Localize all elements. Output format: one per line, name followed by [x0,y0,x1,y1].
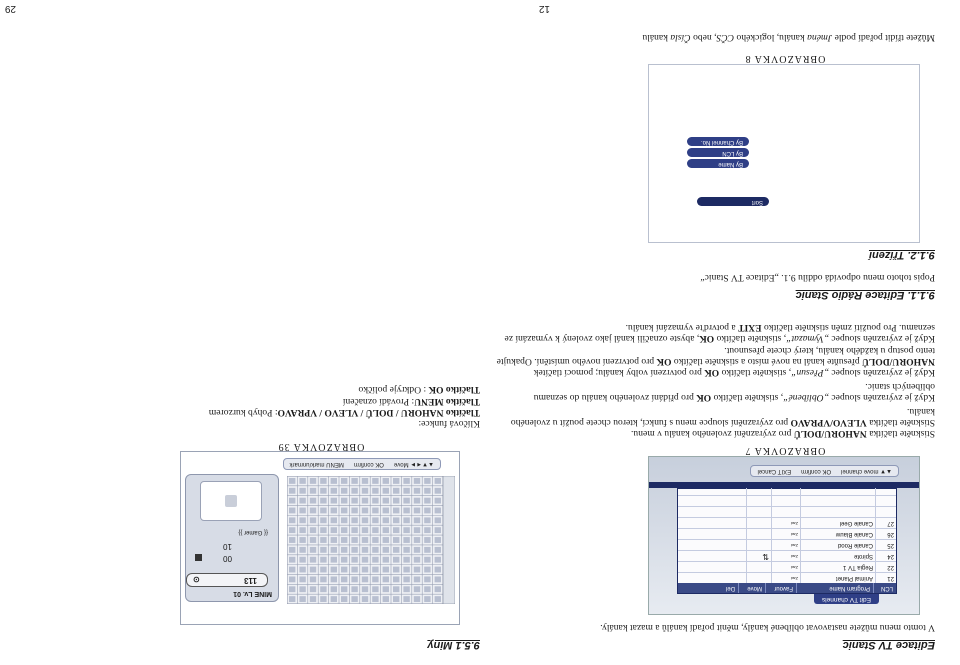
row-del [724,573,746,583]
mine-cell [341,596,347,602]
mine-cell [351,576,357,582]
screen-stripe [649,482,919,488]
channel-row [678,550,896,561]
section-title: Editace TV Stanic [842,639,935,651]
mine-cell [299,517,305,523]
hint-confirm: OK confirm [353,461,384,467]
mine-cell [310,517,316,523]
mine-cell [424,586,430,592]
row-del [724,551,746,561]
channel-list [677,488,897,594]
mine-cell [403,586,409,592]
page-number-right: 29 [4,3,16,14]
mine-cell [403,527,409,533]
row-lcn: 24 [875,551,896,561]
mine-cell [331,527,337,533]
mine-cell [341,557,347,563]
mine-cell [362,478,368,484]
col-delete: Del [725,585,735,591]
left-page [480,0,960,665]
mine-cell [320,488,326,494]
mine-cell [320,576,326,582]
page-number-left: 12 [538,3,550,14]
mine-cell [414,508,420,514]
hint-move: ▲▼◄► Move [393,461,434,467]
mine-cell [299,508,305,514]
col-lcn: LCN [873,583,896,593]
mine-cell [310,557,316,563]
channel-row [678,506,896,517]
mine-cell [435,478,441,484]
mine-cell [393,517,399,523]
mine-cell [331,488,337,494]
sort-header: Sort [697,197,769,206]
mine-cell [310,586,316,592]
mine-cell [341,508,347,514]
timer-icon: ⊙ [193,575,200,584]
row-lcn: 21 [875,573,896,583]
mine-cell [383,537,389,543]
mine-cell [414,547,420,553]
mine-cell [372,527,378,533]
mine-cell [351,508,357,514]
mine-cell [414,596,420,602]
channel-row [678,539,896,550]
sort-option-by-channel-no[interactable]: By Channel No. [687,137,749,146]
mine-cell [383,576,389,582]
mine-cell [372,498,378,504]
mine-cell [331,596,337,602]
row-tag: Zad [771,551,800,561]
mine-cell [289,537,295,543]
mine-cell [289,547,295,553]
mine-cell [393,596,399,602]
mine-cell [372,586,378,592]
mine-cell [414,537,420,543]
paragraph-move: Když je zvýrazněn sloupec „Přesun“, stiskněte tlačítko OK pro potvrzení volby kanálu; pomocí tlačítek NAHORU/DOLŮ přesuňte kanál na nové místo a stiskněte tlačítko OK pro potvrzení nového umístění. Opakujte tento postup u každého kanálu, který chcete přesunout. [496,344,935,378]
mine-cell [351,596,357,602]
sort-menu-screenshot [648,64,920,243]
mine-cell [414,586,420,592]
mine-cell [424,517,430,523]
mine-cell [383,567,389,573]
mines-grid[interactable] [287,476,455,604]
mine-cell [289,508,295,514]
mine-cell [320,517,326,523]
mine-cell [351,527,357,533]
right-section-title: 9.5.1 Miny [427,639,480,651]
mine-cell [424,527,430,533]
mine-cell [383,517,389,523]
channel-row [678,495,896,506]
mine-cell [362,537,368,543]
mine-cell [393,547,399,553]
mine-cell [310,547,316,553]
mine-cell [372,596,378,602]
mine-cell [331,517,337,523]
sort-option-by-lcn[interactable]: By LCN [687,148,749,157]
col-favour: Favour [765,583,796,593]
mine-cell [320,586,326,592]
mine-cell [331,547,337,553]
mine-cell [299,498,305,504]
mine-cell [289,576,295,582]
mine-cell [383,527,389,533]
mine-cell [310,488,316,494]
mine-cell [299,557,305,563]
mine-cell [341,547,347,553]
mine-cell [331,557,337,563]
mine-cell [331,508,337,514]
subsection-radio-text: Popis tohoto menu odpovídá oddílu 9.1. „Editace TV Stanic“ [700,272,935,283]
key-functions-title: Klíčová funkce: [418,418,480,429]
row-name: Canale Blauw [800,529,875,539]
mine-cell [362,508,368,514]
mine-cell [362,488,368,494]
mine-cell [383,508,389,514]
mine-cell [414,517,420,523]
mine-cell [341,567,347,573]
mine-cell [351,586,357,592]
mine-cell [435,537,441,543]
mine-cell [362,547,368,553]
mine-cell [331,576,337,582]
edit-tv-channels-screenshot [648,456,920,615]
mine-cell [424,547,430,553]
mine-cell [341,517,347,523]
mine-cell [351,547,357,553]
subsection-radio-title: 9.1.1. Editace Rádio Stanic [795,289,935,301]
mine-cell [310,537,316,543]
channel-row [678,572,896,583]
mine-cell [299,478,305,484]
mine-cell [331,498,337,504]
mine-cell [331,567,337,573]
mine-cell [435,547,441,553]
mine-cell [414,527,420,533]
mine-cell [393,498,399,504]
mine-cell [435,488,441,494]
mine-cell [435,596,441,602]
mine-cell [299,567,305,573]
row-lcn: 22 [875,562,896,572]
mine-cell [362,527,368,533]
mine-cell [299,547,305,553]
row-move [746,573,771,583]
paragraph-navigation: Stiskněte tlačítka NAHORU/DOLŮ pro zvýraznění zvoleného kanálu v menu. Stiskněte tlačítka VLEVO/VPRAVO pro zvýraznění sloupce menu s funkcí, kterou chcete použít u zvoleného kanálu. [510,405,935,439]
mine-cell [341,488,347,494]
mine-cell [320,498,326,504]
row-del [724,562,746,572]
mine-cell [435,557,441,563]
mine-cell [372,576,378,582]
mine-cell [299,537,305,543]
mine-cell [372,537,378,543]
mine-cell [362,557,368,563]
channel-list-header [678,583,896,593]
row-move [746,518,771,528]
mine-cell [424,498,430,504]
mine-cell [435,517,441,523]
mine-cell [372,557,378,563]
mine-level-title: MINE Lv. 01 [233,590,272,597]
mine-cell [414,478,420,484]
mine-cell [299,576,305,582]
mine-cell [331,537,337,543]
mine-cell [403,547,409,553]
mine-cell [362,567,368,573]
mine-cell [341,527,347,533]
mine-cell [435,527,441,533]
paragraph-delete: Když je zvýrazněn sloupec „Vymazat“, stiskněte tlačítko OK, abyste označili kanál jako zvolený k vymazání ze seznamu. Pro použití změn stiskněte tlačítko EXIT a potvrďte vymazání kanálu. [504,321,935,344]
mine-cell [435,586,441,592]
mine-cell [403,557,409,563]
mine-cell [310,567,316,573]
hint-confirm: OK confirm [801,468,832,474]
row-move [746,529,771,539]
col-move: Move [738,583,765,593]
mine-cell [310,498,316,504]
mine-cell [351,537,357,543]
col-program-name: Program Name [796,583,873,593]
intro-paragraph: V tomto menu můžete nastavovat oblíbené kanály, měnit pořadí kanálů a mazat kanály. [600,622,935,633]
mine-cell [320,527,326,533]
row-lcn: 26 [875,529,896,539]
row-name: Regia TV 1 [800,562,875,572]
mine-cell [289,517,295,523]
mine-cell [289,488,295,494]
subsection-sort-title: 9.1.2. Třízení [868,249,935,261]
mine-cell [320,478,326,484]
flag-icon [195,554,202,561]
mine-cell [435,508,441,514]
mines-stat-total: 10 [223,542,232,551]
mine-cell [414,557,420,563]
mine-cell [424,576,430,582]
mine-cell [403,508,409,514]
mine-cell [424,488,430,494]
channel-row [678,561,896,572]
move-arrows-icon: ⇅ [746,551,771,561]
mine-cell [320,537,326,543]
key-row-arrows: Tlačítko NAHORU / DOLŮ / VLEVO / VPRAVO: Pohyb kurzorem [208,406,480,418]
mine-cell [362,498,368,504]
mine-cell [403,488,409,494]
mine-cell [351,557,357,563]
smiley-icon [200,481,262,521]
mine-cell [393,557,399,563]
row-move [746,562,771,572]
row-name: Canale Rood [800,540,875,550]
mine-cell [310,596,316,602]
mine-cell [310,576,316,582]
mines-info-panel [185,474,279,602]
mine-cell [403,498,409,504]
mine-cell [289,586,295,592]
mine-cell [424,567,430,573]
mine-cell [383,557,389,563]
row-name: Spirote [800,551,875,561]
mine-cell [424,596,430,602]
mine-cell [393,527,399,533]
mine-cell [289,557,295,563]
mines-counter: 113 ⊙ [186,573,268,587]
key-functions [150,384,480,429]
mine-cell [393,488,399,494]
mine-cell [310,527,316,533]
mine-cell [341,537,347,543]
hint-cancel: EXIT Cancel [757,468,792,474]
paragraph-favourites: Když je zvýrazněn sloupec „Oblíbené“, stiskněte tlačítko OK pro přidání zvoleného kanálu do seznamu oblíbených stanic. [533,380,935,403]
mines-stat-remaining: 00 [223,554,232,563]
mine-cell [289,567,295,573]
mine-cell [351,488,357,494]
mine-cell [289,596,295,602]
mine-cell [383,547,389,553]
mine-cell [341,586,347,592]
mine-cell [393,567,399,573]
mine-cell [403,478,409,484]
mine-cell [424,478,430,484]
mine-cell [424,537,430,543]
mine-cell [320,567,326,573]
mine-cell [393,537,399,543]
sort-option-by-name[interactable]: By Name [687,159,749,168]
row-tag: Zad [771,529,800,539]
mine-cell [310,508,316,514]
mine-cell [403,517,409,523]
mine-cell [372,508,378,514]
row-tag: Zad [771,573,800,583]
mine-cell [414,498,420,504]
row-name: Animal Planet [800,573,875,583]
row-del [724,529,746,539]
key-row-menu: Tlačítko MENU: Provádí označení [342,395,480,407]
mine-cell [435,576,441,582]
mine-cell [351,567,357,573]
row-tag: Zad [771,562,800,572]
hint-move: ▲▼ move channel [841,468,892,474]
sort-note: Můžete třídit pořadí podle Jména kanálu, logického CČS, nebo Čísla kanálu [642,32,935,43]
mines-game-screenshot [180,451,460,625]
mine-cell [372,478,378,484]
row-name: Canale Geel [800,518,875,528]
mine-cell [393,508,399,514]
mine-cell [414,576,420,582]
mine-cell [372,517,378,523]
mine-cell [362,596,368,602]
mine-cell [372,567,378,573]
channel-row [678,528,896,539]
key-row-ok: Tlačítko OK : Odkryje políčko [358,384,480,396]
mine-cell [403,567,409,573]
mine-cell [362,576,368,582]
row-lcn: 25 [875,540,896,550]
mine-cell [299,596,305,602]
row-del [724,540,746,550]
mine-cell [383,498,389,504]
mine-cell [289,498,295,504]
mine-cell [299,586,305,592]
mine-cell [331,586,337,592]
mine-cell [403,576,409,582]
mine-cell [341,576,347,582]
mine-cell [393,576,399,582]
mine-cell [351,517,357,523]
mine-cell [351,498,357,504]
mine-cell [320,508,326,514]
row-lcn: 27 [875,518,896,528]
mine-cell [435,498,441,504]
mine-cell [403,537,409,543]
mine-cell [424,557,430,563]
mine-cell [299,488,305,494]
mine-cell [320,596,326,602]
game-status: {{ Gamer }} [238,529,268,535]
mine-cell [424,508,430,514]
row-move [746,540,771,550]
mine-cell [414,567,420,573]
figure7-caption: OBRAZOVKA 7 [744,445,826,456]
row-tag: Zad [771,518,800,528]
mine-cell [289,527,295,533]
mine-cell [351,478,357,484]
mine-cell [393,478,399,484]
mine-cell [383,586,389,592]
hint-bar [751,465,900,477]
mine-cell [403,596,409,602]
row-tag: Zad [771,540,800,550]
channel-row [678,517,896,528]
screen-tab-title: Edit TV channels [814,594,879,604]
row-del [724,518,746,528]
mine-cell [435,567,441,573]
mine-cell [362,517,368,523]
mine-cell [341,498,347,504]
mine-cell [362,586,368,592]
mine-cell [320,557,326,563]
mine-cell [289,478,295,484]
mine-cell [383,478,389,484]
mine-cell [372,488,378,494]
mine-cell [414,488,420,494]
mine-cell [320,547,326,553]
figure39-caption: OBRAZOVKA 39 [277,441,365,452]
mine-cell [341,478,347,484]
hint-mark: MENU mark/unmark [289,461,344,467]
figure8-caption: OBRAZOVKA 8 [744,53,826,64]
mines-hint-bar [283,458,441,470]
mine-cell [383,596,389,602]
mine-cell [331,478,337,484]
mine-cell [383,488,389,494]
mine-cell [393,586,399,592]
mine-cell [310,478,316,484]
mine-cell [299,527,305,533]
mine-cell [372,547,378,553]
